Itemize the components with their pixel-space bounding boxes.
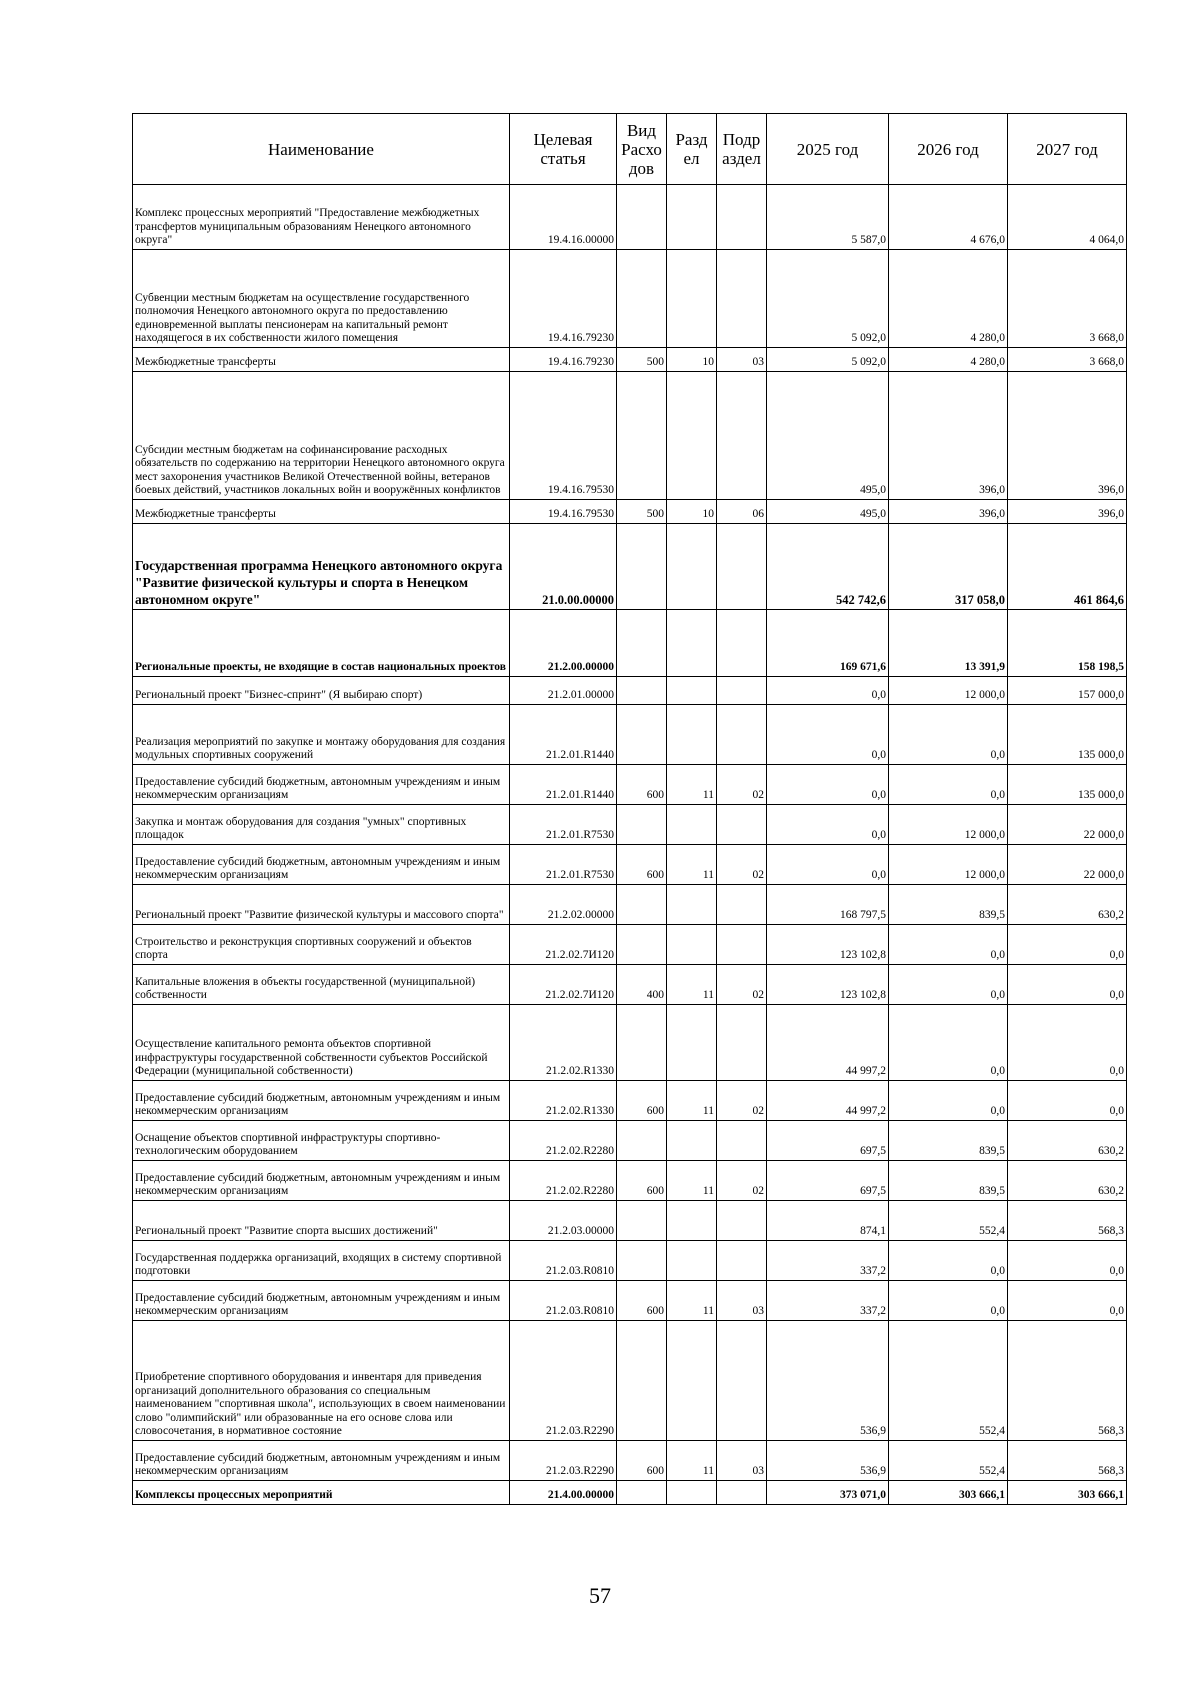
row-2026: 552,4: [889, 1321, 1008, 1441]
row-expense-type: [617, 805, 667, 845]
row-2025: 0,0: [767, 805, 889, 845]
header-subsection: Подр аздел: [717, 114, 767, 185]
row-subsection: 02: [717, 845, 767, 885]
row-expense-type: [617, 1121, 667, 1161]
row-2026: 0,0: [889, 705, 1008, 765]
row-name: Закупка и монтаж оборудования для создания "умных" спортивных площадок: [133, 805, 510, 845]
row-name: Региональный проект "Развитие физической культуры и массового спорта": [133, 885, 510, 925]
row-2027: 157 000,0: [1008, 677, 1127, 705]
row-target-article: 21.2.01.R7530: [510, 845, 617, 885]
table-row: [133, 845, 1127, 885]
row-2025: 44 997,2: [767, 1005, 889, 1081]
row-name: Реализация мероприятий по закупке и монтажу оборудования для создания модульных спортивных сооружений: [133, 705, 510, 765]
row-2027: 0,0: [1008, 1005, 1127, 1081]
table-row: [133, 348, 1127, 372]
row-2026: 0,0: [889, 1241, 1008, 1281]
row-2027: 135 000,0: [1008, 765, 1127, 805]
row-2025: 874,1: [767, 1201, 889, 1241]
header-target-article: Целевая статья: [510, 114, 617, 185]
row-2025: 0,0: [767, 677, 889, 705]
row-2027: 568,3: [1008, 1441, 1127, 1481]
row-2026: 839,5: [889, 1121, 1008, 1161]
row-2027: 630,2: [1008, 1161, 1127, 1201]
table-row: [133, 372, 1127, 500]
row-expense-type: 600: [617, 845, 667, 885]
table-row: [133, 965, 1127, 1005]
row-2026: 4 676,0: [889, 185, 1008, 250]
row-expense-type: [617, 524, 667, 610]
row-2027: 0,0: [1008, 925, 1127, 965]
row-2027: 630,2: [1008, 1121, 1127, 1161]
table-header-row: [133, 114, 1127, 185]
row-2025: 495,0: [767, 372, 889, 500]
row-target-article: 21.4.00.00000: [510, 1481, 617, 1505]
header-2027: 2027 год: [1008, 114, 1127, 185]
table-row: [133, 1321, 1127, 1441]
row-subsection: [717, 805, 767, 845]
table-row: [133, 185, 1127, 250]
row-2025: 0,0: [767, 765, 889, 805]
row-section: [667, 885, 717, 925]
row-2025: 168 797,5: [767, 885, 889, 925]
row-subsection: [717, 1241, 767, 1281]
table-row: [133, 610, 1127, 677]
row-2025: 542 742,6: [767, 524, 889, 610]
row-2027: 135 000,0: [1008, 705, 1127, 765]
row-target-article: 19.4.16.79530: [510, 372, 617, 500]
row-name: Региональные проекты, не входящие в состав национальных проектов: [133, 610, 510, 677]
row-subsection: 03: [717, 348, 767, 372]
table-row: [133, 1281, 1127, 1321]
table-row: [133, 1081, 1127, 1121]
row-2025: 5 092,0: [767, 348, 889, 372]
row-expense-type: [617, 1481, 667, 1505]
row-section: [667, 1481, 717, 1505]
row-target-article: 21.2.03.R2290: [510, 1441, 617, 1481]
row-2027: 0,0: [1008, 1281, 1127, 1321]
row-name: Государственная поддержка организаций, входящих в систему спортивной подготовки: [133, 1241, 510, 1281]
row-subsection: 02: [717, 1161, 767, 1201]
row-2026: 0,0: [889, 925, 1008, 965]
row-2027: 0,0: [1008, 1081, 1127, 1121]
row-name: Капитальные вложения в объекты государственной (муниципальной) собственности: [133, 965, 510, 1005]
row-subsection: 03: [717, 1441, 767, 1481]
row-expense-type: [617, 705, 667, 765]
row-target-article: 21.2.02.R2280: [510, 1161, 617, 1201]
row-name: Осуществление капитального ремонта объектов спортивной инфраструктуры государственной собственности субъектов Российской Федерации (муниципальной собственности): [133, 1005, 510, 1081]
row-name: Строительство и реконструкция спортивных сооружений и объектов спорта: [133, 925, 510, 965]
budget-table: [132, 113, 1127, 1505]
row-target-article: 21.2.02.R1330: [510, 1005, 617, 1081]
row-name: Комплексы процессных мероприятий: [133, 1481, 510, 1505]
row-target-article: 21.2.03.R0810: [510, 1281, 617, 1321]
row-section: 11: [667, 845, 717, 885]
row-2025: 337,2: [767, 1281, 889, 1321]
row-subsection: [717, 1481, 767, 1505]
row-target-article: 19.4.16.79230: [510, 250, 617, 348]
row-2026: 552,4: [889, 1441, 1008, 1481]
row-target-article: 21.2.02.R2280: [510, 1121, 617, 1161]
row-expense-type: 500: [617, 500, 667, 524]
row-expense-type: [617, 1201, 667, 1241]
row-target-article: 21.2.01.R7530: [510, 805, 617, 845]
row-target-article: 21.2.01.R1440: [510, 705, 617, 765]
row-target-article: 21.2.01.00000: [510, 677, 617, 705]
row-expense-type: 500: [617, 348, 667, 372]
row-subsection: [717, 610, 767, 677]
row-2025: 697,5: [767, 1121, 889, 1161]
table-row: [133, 1441, 1127, 1481]
row-name: Межбюджетные трансферты: [133, 348, 510, 372]
table-row: [133, 250, 1127, 348]
row-2025: 0,0: [767, 705, 889, 765]
row-2027: 461 864,6: [1008, 524, 1127, 610]
row-target-article: 21.2.02.00000: [510, 885, 617, 925]
table-row: [133, 1005, 1127, 1081]
row-name: Региональный проект "Развитие спорта высших достижений": [133, 1201, 510, 1241]
row-section: [667, 1005, 717, 1081]
row-2025: 5 092,0: [767, 250, 889, 348]
row-name: Предоставление субсидий бюджетным, автономным учреждениям и иным некоммерческим организациям: [133, 765, 510, 805]
row-section: [667, 185, 717, 250]
row-subsection: [717, 677, 767, 705]
row-section: [667, 677, 717, 705]
table-row: [133, 765, 1127, 805]
row-2027: 22 000,0: [1008, 845, 1127, 885]
row-name: Предоставление субсидий бюджетным, автономным учреждениям и иным некоммерческим организациям: [133, 1281, 510, 1321]
row-2026: 552,4: [889, 1201, 1008, 1241]
row-2027: 0,0: [1008, 965, 1127, 1005]
row-expense-type: 600: [617, 1441, 667, 1481]
table-row: [133, 1121, 1127, 1161]
row-2026: 839,5: [889, 885, 1008, 925]
row-subsection: [717, 1201, 767, 1241]
row-subsection: 06: [717, 500, 767, 524]
row-subsection: [717, 705, 767, 765]
row-2027: 158 198,5: [1008, 610, 1127, 677]
row-2027: 4 064,0: [1008, 185, 1127, 250]
row-2027: 568,3: [1008, 1321, 1127, 1441]
row-section: 11: [667, 1081, 717, 1121]
row-2026: 12 000,0: [889, 805, 1008, 845]
row-section: [667, 610, 717, 677]
row-section: 11: [667, 965, 717, 1005]
row-subsection: [717, 1121, 767, 1161]
row-name: Государственная программа Ненецкого автономного округа "Развитие физической культуры и спорта в Ненецком автономном округе": [133, 524, 510, 610]
row-2027: 0,0: [1008, 1241, 1127, 1281]
row-name: Региональный проект "Бизнес-спринт" (Я выбираю спорт): [133, 677, 510, 705]
row-2026: 396,0: [889, 500, 1008, 524]
row-expense-type: [617, 1005, 667, 1081]
row-section: 11: [667, 1441, 717, 1481]
row-subsection: [717, 372, 767, 500]
row-section: [667, 1201, 717, 1241]
row-section: [667, 1321, 717, 1441]
header-2026: 2026 год: [889, 114, 1008, 185]
row-name: Оснащение объектов спортивной инфраструктуры спортивно-технологическим оборудованием: [133, 1121, 510, 1161]
row-2025: 536,9: [767, 1321, 889, 1441]
row-2025: 169 671,6: [767, 610, 889, 677]
row-name: Предоставление субсидий бюджетным, автономным учреждениям и иным некоммерческим организациям: [133, 1081, 510, 1121]
row-section: 10: [667, 500, 717, 524]
row-expense-type: 400: [617, 965, 667, 1005]
row-section: [667, 705, 717, 765]
row-expense-type: 600: [617, 1281, 667, 1321]
row-target-article: 19.4.16.79530: [510, 500, 617, 524]
row-2026: 0,0: [889, 965, 1008, 1005]
row-section: 11: [667, 1161, 717, 1201]
row-section: [667, 372, 717, 500]
row-section: 11: [667, 1281, 717, 1321]
row-2027: 568,3: [1008, 1201, 1127, 1241]
row-subsection: [717, 524, 767, 610]
row-name: Субсидии местным бюджетам на софинансирование расходных обязательств по содержанию на территории Ненецкого автономного округа мест захоронения участников Великой Отечественной войны, ветеранов боевых действий, участников локальных войн и вооружённых конфликтов: [133, 372, 510, 500]
row-2026: 0,0: [889, 1081, 1008, 1121]
row-target-article: 21.2.00.00000: [510, 610, 617, 677]
row-name: Предоставление субсидий бюджетным, автономным учреждениям и иным некоммерческим организациям: [133, 1441, 510, 1481]
row-2027: 630,2: [1008, 885, 1127, 925]
table-row: [133, 1161, 1127, 1201]
row-2026: 4 280,0: [889, 250, 1008, 348]
row-2025: 697,5: [767, 1161, 889, 1201]
row-expense-type: [617, 1241, 667, 1281]
table-row: [133, 1201, 1127, 1241]
header-name: Наименование: [133, 114, 510, 185]
row-expense-type: [617, 677, 667, 705]
row-subsection: [717, 1005, 767, 1081]
row-target-article: 19.4.16.00000: [510, 185, 617, 250]
row-target-article: 21.2.01.R1440: [510, 765, 617, 805]
row-subsection: [717, 1321, 767, 1441]
row-2025: 123 102,8: [767, 925, 889, 965]
table-row: [133, 500, 1127, 524]
row-2027: 22 000,0: [1008, 805, 1127, 845]
row-2026: 839,5: [889, 1161, 1008, 1201]
row-target-article: 21.2.02.7И120: [510, 925, 617, 965]
row-2027: 3 668,0: [1008, 250, 1127, 348]
row-name: Приобретение спортивного оборудования и инвентаря для приведения организаций дополнительного образования со специальным наименованием "спортивная школа", использующих в своем наименовании слово "олимпийский" или образованные на его основе слова или словосочетания, в нормативное состояние: [133, 1321, 510, 1441]
row-subsection: [717, 185, 767, 250]
row-subsection: 02: [717, 965, 767, 1005]
header-expense-type: Вид Расхо дов: [617, 114, 667, 185]
row-target-article: 19.4.16.79230: [510, 348, 617, 372]
header-section: Разд ел: [667, 114, 717, 185]
row-target-article: 21.2.02.R1330: [510, 1081, 617, 1121]
row-expense-type: [617, 1321, 667, 1441]
table-row: [133, 524, 1127, 610]
row-section: [667, 805, 717, 845]
row-2026: 13 391,9: [889, 610, 1008, 677]
row-expense-type: [617, 250, 667, 348]
row-2025: 536,9: [767, 1441, 889, 1481]
row-2026: 0,0: [889, 1005, 1008, 1081]
row-target-article: 21.2.02.7И120: [510, 965, 617, 1005]
row-target-article: 21.0.00.00000: [510, 524, 617, 610]
row-section: [667, 1241, 717, 1281]
row-2025: 337,2: [767, 1241, 889, 1281]
row-name: Межбюджетные трансферты: [133, 500, 510, 524]
row-2025: 123 102,8: [767, 965, 889, 1005]
row-subsection: [717, 885, 767, 925]
row-2027: 3 668,0: [1008, 348, 1127, 372]
table-row: [133, 705, 1127, 765]
row-2025: 5 587,0: [767, 185, 889, 250]
row-expense-type: [617, 610, 667, 677]
row-2026: 317 058,0: [889, 524, 1008, 610]
row-2026: 12 000,0: [889, 845, 1008, 885]
row-2027: 303 666,1: [1008, 1481, 1127, 1505]
page-number: 57: [589, 1583, 611, 1608]
table-row: [133, 1241, 1127, 1281]
row-expense-type: 600: [617, 1081, 667, 1121]
row-name: Комплекс процессных мероприятий "Предоставление межбюджетных трансфертов муниципальным образованиям Ненецкого автономного округа": [133, 185, 510, 250]
row-subsection: 02: [717, 765, 767, 805]
table-row: [133, 677, 1127, 705]
row-2027: 396,0: [1008, 372, 1127, 500]
row-2025: 0,0: [767, 845, 889, 885]
table-row: [133, 805, 1127, 845]
header-2025: 2025 год: [767, 114, 889, 185]
row-target-article: 21.2.03.00000: [510, 1201, 617, 1241]
row-section: [667, 925, 717, 965]
row-2026: 396,0: [889, 372, 1008, 500]
row-2025: 44 997,2: [767, 1081, 889, 1121]
row-section: [667, 250, 717, 348]
row-2026: 0,0: [889, 1281, 1008, 1321]
row-name: Предоставление субсидий бюджетным, автономным учреждениям и иным некоммерческим организациям: [133, 1161, 510, 1201]
row-expense-type: 600: [617, 1161, 667, 1201]
row-expense-type: [617, 925, 667, 965]
row-section: [667, 1121, 717, 1161]
row-section: 10: [667, 348, 717, 372]
table-row: [133, 925, 1127, 965]
row-expense-type: 600: [617, 765, 667, 805]
row-2025: 373 071,0: [767, 1481, 889, 1505]
row-2026: 12 000,0: [889, 677, 1008, 705]
row-2027: 396,0: [1008, 500, 1127, 524]
row-subsection: 02: [717, 1081, 767, 1121]
row-name: Субвенции местным бюджетам на осуществление государственного полномочия Ненецкого автономного округа по предоставлению единовременной выплаты пенсионерам на капитальный ремонт находящегося в их собственности жилого помещения: [133, 250, 510, 348]
row-section: 11: [667, 765, 717, 805]
row-subsection: 03: [717, 1281, 767, 1321]
row-2026: 0,0: [889, 765, 1008, 805]
row-2026: 303 666,1: [889, 1481, 1008, 1505]
row-expense-type: [617, 885, 667, 925]
table-row: [133, 885, 1127, 925]
row-2026: 4 280,0: [889, 348, 1008, 372]
row-2025: 495,0: [767, 500, 889, 524]
table-row: [133, 1481, 1127, 1505]
row-name: Предоставление субсидий бюджетным, автономным учреждениям и иным некоммерческим организациям: [133, 845, 510, 885]
row-subsection: [717, 250, 767, 348]
row-target-article: 21.2.03.R0810: [510, 1241, 617, 1281]
row-section: [667, 524, 717, 610]
row-expense-type: [617, 185, 667, 250]
row-target-article: 21.2.03.R2290: [510, 1321, 617, 1441]
row-subsection: [717, 925, 767, 965]
row-expense-type: [617, 372, 667, 500]
